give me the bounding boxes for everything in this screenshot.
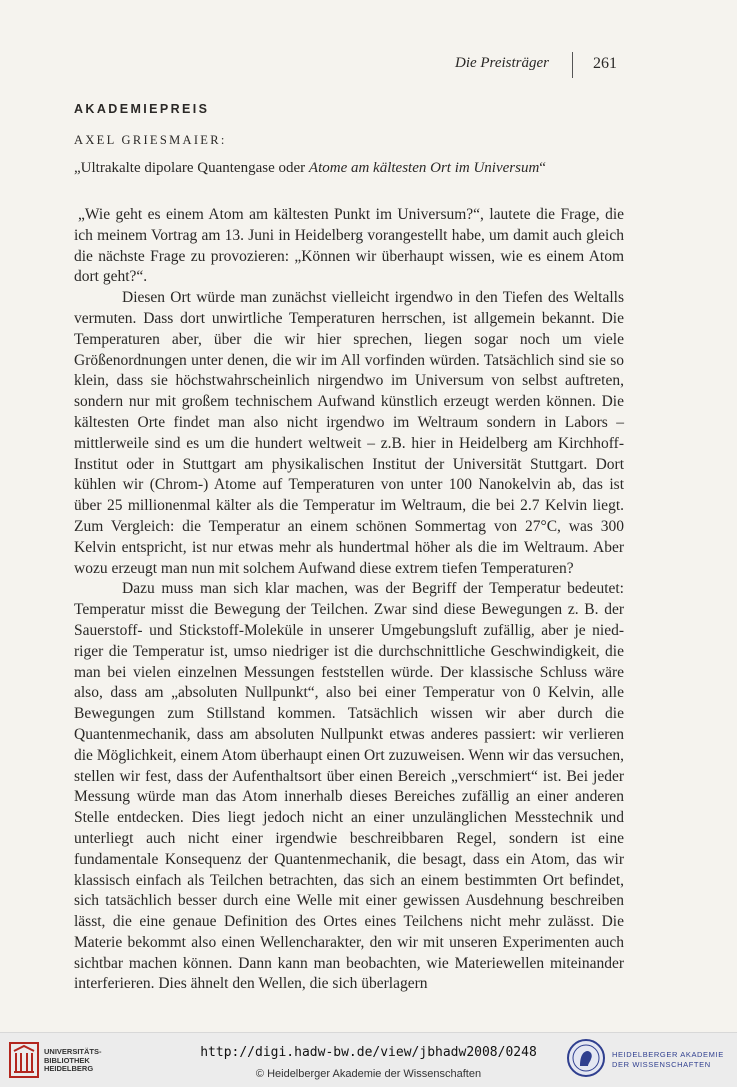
library-name-line: BIBLIOTHEK — [44, 1055, 90, 1065]
paragraph: „Wie geht es einem Atom am kältesten Punkt im Universum?“, lautete die Frage, die ich meinem Vortrag am 13. Juni in Heidelberg vorangestellt habe, um damit auch gleich die nächste Frage zu provozieren: „Können wir überhaupt wissen, wie es einem Atom dort geht?“. — [74, 206, 624, 286]
permalink-url[interactable]: http://digi.hadw-bw.de/view/jbhadw2008/0248 — [200, 1045, 537, 1060]
copyright-notice: © Heidelberger Akademie der Wissenschaften — [255, 1068, 482, 1080]
talk-title-main: „Ultrakalte dipolare Quantengase oder — [74, 160, 309, 176]
author-name: AXEL GRIESMAIER: — [74, 133, 227, 147]
academy-seal-icon — [566, 1038, 606, 1078]
section-heading: AKADEMIEPREIS — [74, 102, 210, 116]
viewer-footer — [0, 1032, 737, 1087]
talk-title — [74, 160, 546, 177]
page-number: 261 — [593, 55, 617, 72]
academy-name — [612, 1050, 724, 1069]
paragraph: Dazu muss man sich klar machen, was der Begriff der Temperatur bedeutet: Temperatur misst die Bewegung der Teilchen. Zwar sind diese Bewegungen z. B. der Sauerstoff- und Stickstoff-Moleküle in unserer Umgebungsluft zufällig, aber je niedriger die Temperatur ist, umso niedriger ist die durchschnittliche Geschwindigkeit, die man bei vielen einzelnen Messungen feststellen würde. Der klassische Schluss wäre also, dass am „absoluten Nullpunkt“, also bei einer Temperatur von 0 Kelvin, alle Bewegungen zum Stillstand kommen. Tatsächlich wissen wir aber durch die Quantenmechanik, dass am absoluten Nullpunkt etwas anderes passiert: wir verlieren die Möglichkeit, einem Atom überhaupt einen Ort zuzuweisen. Wenn wir das versuchen, stellen wir fest, dass der Aufenthaltsort über einen Bereich „verschmiert“ ist. Bei jeder Messung würde man das Atom innerhalb dieses Bereiches zufällig an einer anderen Stelle entdecken. Dies liegt jedoch nicht an einer unzulänglichen Messtechnik und unterliegt auch nicht einer irgendwie beschreibbaren Regel, sondern ist eine fundamentale Konsequenz der Quantenmechanik, die besagt, dass ein Atom, das wir klassisch einfach als Teilchen betrachten, das sich an einem bestimmten Ort befindet, sich tatsächlich besser durch eine Welle mit einer gewissen Ausdehnung beschreiben lässt, die eine genaue Definition des Ortes eines Teilchens nicht mehr zulässt. Die Materie bekommt also einen Wellencharakter, den wir mit unseren Experimenten auch sichtbar machen können. Dann kann man beobachten, wie Materiewellen miteinander interferieren. Dies ähnelt den Wellen, die sich überlagern — [74, 580, 624, 993]
talk-title-italic: Atome am kältesten Ort im Universum — [308, 160, 540, 176]
academy-name-line: HEIDELBERGER AKADEMIE — [612, 1050, 724, 1059]
running-head — [0, 52, 737, 76]
paragraph: Diesen Ort würde man zunächst vielleicht irgendwo in den Tiefen des Weltalls vermuten. Dass dort unwirtliche Temperaturen herrschen, ist allgemein bekannt. Die Temperaturen aber, über die wir hier sprechen, liegen sogar noch um viele Größenordnungen unter denen, die wir im All vorfinden würden. Tatsächlich sind sie so klein, dass sie höchstwahrscheinlich nirgendwo im Universum von selbst auftreten, sondern nur mit großem technischem Aufwand künstlich erzeugt werden können. Die kältesten Orte findet man also nicht irgendwo im Weltraum sondern in Labors – mittlerweile sind es um die hundert weltweit – z.B. hier in Heidelberg am Kirchhoff-Institut oder in Stuttgart am physikalischen Institut der Universität Stuttgart. Dort kühlen wir (Chrom-) Atome auf Temperaturen von unter 100 Nanokelvin ab, das ist über 25 millionenmal kälter als die Temperatur im Weltraum, die bei 2.7 Kelvin liegt. Zum Vergleich: die Temperatur an einem schönen Sommertag von 27°C, was 300 Kelvin entspricht, ist nur etwas mehr als hundertmal höher als die im Weltraum. Aber wozu erzeugt man nun mit solchem Aufwand diese extrem tiefen Temperaturen? — [74, 289, 624, 577]
library-name-line: UNIVERSITÄTS- — [44, 1047, 102, 1056]
academy-name-line: DER WISSENSCHAFTEN — [612, 1059, 711, 1069]
running-head-divider — [572, 52, 573, 78]
body-text — [74, 205, 624, 995]
library-name-line: HEIDELBERG — [44, 1064, 94, 1073]
talk-title-close-quote: “ — [539, 160, 546, 176]
running-head-title: Die Preisträger — [454, 55, 549, 71]
